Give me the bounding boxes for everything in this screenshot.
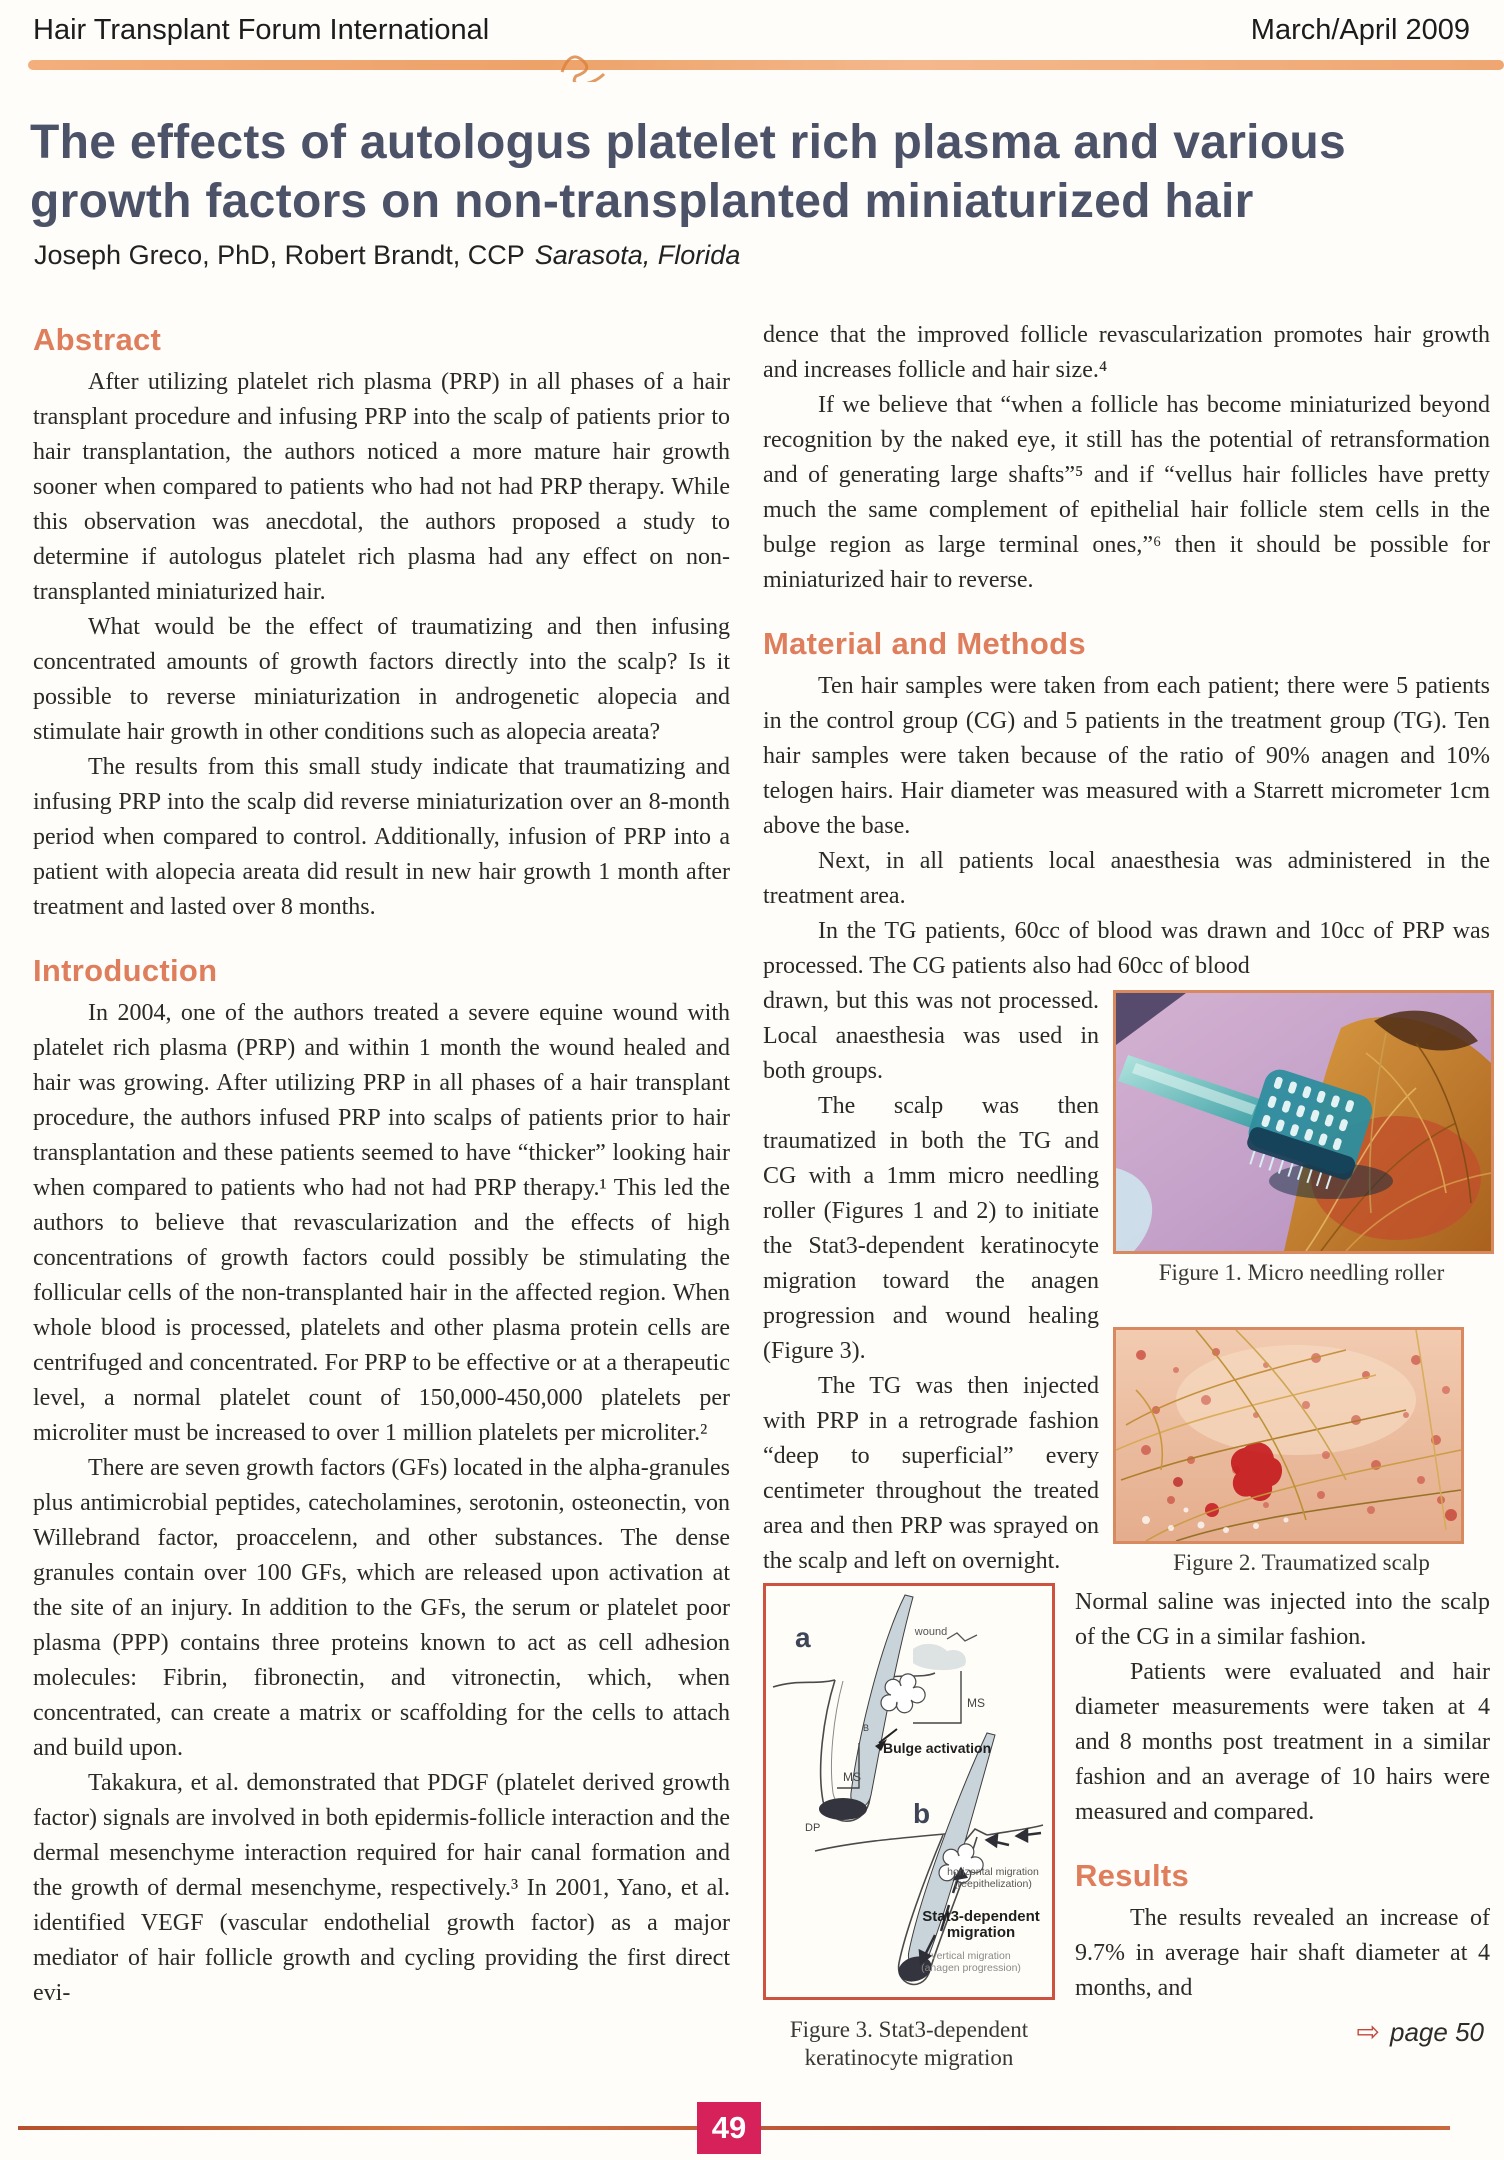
diagram-label-reepithelization: (reepithelization) — [954, 1878, 1032, 1890]
methods-paragraph-2: Next, in all patients local anaesthesia was administered in the treatment area. — [763, 848, 1490, 909]
diagram-figure — [763, 1583, 1055, 2072]
introduction-paragraph-3: Takakura, et al. demonstrated that PDGF (platelet derived growth factor) signals are involved in both epidermis-follicle interaction and the dermal mesenchyme interaction required for hair canal formation and the growth of dermal mesenchyme, respectively.³ In 2001, Yano, et al. identified VEGF (vascular endothelial growth factor) as a major mediator of hair follicle growth and cycling providing the first direct evi- — [33, 1770, 730, 2006]
article-body — [33, 318, 1490, 2076]
methods-paragraph-1: Ten hair samples were taken from each patient; there were 5 patients in the control group (CG) and 5 patients in the treatment group (TG). Ten hair samples were taken because of the ratio of 90% anagen and 10% telogen hairs. Hair diameter was measured with a Starrett micrometer 1cm above the base. — [763, 673, 1490, 839]
diagram-label-vertical-migration: vertical migration — [931, 1950, 1011, 1962]
traumatized-scalp-photo — [1113, 1327, 1464, 1544]
byline — [34, 240, 740, 271]
diagram-label-anagen-progression: (anagen progression) — [921, 1962, 1021, 1974]
methods-paragraph-3b: drawn, but this was not processed. Local anaesthesia was used in both groups. — [763, 988, 1099, 1084]
diagram-label-a: a — [795, 1622, 811, 1653]
page-continuation-arrow-icon: ⇨ — [1356, 2016, 1381, 2047]
diagram-label-ms-lower: MS — [843, 1770, 861, 1784]
diagram-label-dp: DP — [805, 1822, 821, 1834]
figure-2-caption: Figure 2. Traumatized scalp — [1173, 1550, 1430, 1575]
author-location: Sarasota, Florida — [534, 240, 741, 270]
masthead — [33, 14, 1470, 47]
right-column — [763, 318, 1490, 2076]
abstract-heading: Abstract — [33, 322, 162, 357]
stat3-migration-diagram — [763, 1583, 1055, 2000]
authors: Joseph Greco, PhD, Robert Brandt, CCP — [34, 240, 525, 270]
methods-paragraph-6: Normal saline was injected into the scalp of the CG in a similar fashion. — [1075, 1589, 1490, 1650]
journal-name: Hair Transplant Forum International — [33, 14, 490, 46]
abstract-paragraph-1: After utilizing platelet rich plasma (PRP) in all phases of a hair transplant procedure and infusing PRP into the scalp of patients prior to hair transplantation, the authors noticed a more mature hair growth sooner when compared to patients who had not had PRP therapy. While this observation was anecdotal, the authors proposed a study to determine if autologus platelet rich plasma had any effect on non-transplanted miniaturized hair. — [33, 369, 730, 605]
figure-1-caption: Figure 1. Micro needling roller — [1158, 1260, 1445, 1285]
figure-2 — [1113, 1327, 1490, 1577]
page-number-badge: 49 — [697, 2102, 761, 2154]
issue-date: March/April 2009 — [1250, 14, 1470, 46]
methods-heading: Material and Methods — [763, 626, 1086, 661]
abstract-paragraph-3: The results from this small study indicate that traumatizing and infusing PRP into the scalp did reverse miniaturization over an 8-month period when compared to control. Additionally, infusion of PRP into a patient with alopecia areata did result in new hair growth 1 month after treatment and lasted over 8 months. — [33, 754, 730, 920]
diagram-label-b: b — [913, 1798, 931, 1829]
belief-paragraph: If we believe that “when a follicle has become miniaturized beyond recognition by the naked eye, it still has the potential of retransformation and of generating large shafts”⁵ and if “vellus hair follicles have pretty much the same complement of epithelial hair follicle stem cells in the bulge region as large terminal ones,”⁶ then it should be possible for miniaturized hair to reverse. — [763, 392, 1490, 593]
pen-mark-squiggle — [556, 42, 626, 82]
diagram-label-bulge-activation: Bulge activation — [883, 1740, 992, 1756]
article-title-line1: The effects of autologus platelet rich plasma and various — [30, 116, 1347, 170]
introduction-paragraph-2: There are seven growth factors (GFs) located in the alpha-granules plus antimicrobial peptides, catecholamines, serotonin, osteonectin, von Willebrand factor, proaccelenn, and other substances. The dense granules contain over 100 GFs, which are released upon activation at the site of an injury. In addition to the GFs, the serum or platelet poor plasma (PPP) contains three proteins known to act as cell adhesion molecules: Fibrin, fibronectin, and vitronectin, which, when concentrated, can create a matrix or scaffolding for the cells to attach and build upon. — [33, 1455, 730, 1761]
figure-3-caption — [763, 2016, 1055, 2072]
methods-paragraph-4: The scalp was then traumatized in both the TG and CG with a 1mm micro needling roller (Figures 1 and 2) to initiate the Stat3-dependent keratinocyte migration toward the anagen progression and wound healing (Figure 3). — [763, 1093, 1099, 1364]
continuation-paragraph: dence that the improved follicle revascularization promotes hair growth and increases follicle and hair size.⁴ — [763, 322, 1490, 383]
abstract-paragraph-2: What would be the effect of traumatizing and then infusing concentrated amounts of growth factors directly into the scalp? Is it possible to reverse miniaturization in androgenetic alopecia and stimulate hair growth in other conditions such as alopecia areata? — [33, 614, 730, 745]
introduction-heading: Introduction — [33, 953, 218, 988]
results-paragraph-1: The results revealed an increase of 9.7% in average hair shaft diameter at 4 months, and — [1075, 1905, 1490, 2001]
methods-paragraph-3a: In the TG patients, 60cc of blood was drawn and 10cc of PRP was processed. The CG patients also had 60cc of blood — [763, 918, 1490, 979]
figure-1 — [1113, 990, 1490, 1287]
photo-figures — [1113, 990, 1490, 1577]
header-rule — [28, 60, 1504, 70]
methods-paragraph-5: The TG was then injected with PRP in a retrograde fashion “deep to superficial” every centimeter throughout the treated area and then PRP was sprayed on the scalp and left on overnight. — [763, 1373, 1099, 1574]
methods-paragraph-7: Patients were evaluated and hair diameter measurements were taken at 4 and 8 months post treatment in a similar fashion and an average of 10 hairs were measured and compared. — [1075, 1659, 1490, 1825]
results-heading: Results — [1075, 1858, 1190, 1893]
figure-3-caption-line1: Figure 3. Stat3-dependent — [789, 2017, 1029, 2042]
diagram-label-wound: wound — [914, 1626, 948, 1638]
article-title — [30, 114, 1470, 231]
figure-3-caption-line2: keratinocyte migration — [804, 2045, 1014, 2070]
micro-needling-roller-photo — [1113, 990, 1494, 1254]
diagram-label-horizontal-migration: horizontal migration — [947, 1866, 1039, 1878]
article-title-line2: growth factors on non-transplanted miniaturized hair — [30, 174, 1254, 228]
diagram-label-stat3-migration: migration — [946, 1924, 1016, 1941]
diagram-label-b-point: B — [863, 1723, 870, 1733]
diagram-label-stat3: Stat3-dependent — [922, 1908, 1040, 1925]
left-column — [33, 318, 730, 2076]
figure-3 — [763, 1583, 1055, 2072]
introduction-paragraph-1: In 2004, one of the authors treated a severe equine wound with platelet rich plasma (PRP) and within 1 month the wound healed and hair was growing. After utilizing PRP in all phases of a hair transplant procedure, the authors infused PRP into scalps of patients prior to hair transplantation and these patients seemed to have “thicker” looking hair when compared to patients who had not had PRP therapy.¹ This led the authors to believe that revascularization and the effects of high concentrations of growth factors could possibly be stimulating the follicular cells of the non-transplanted hair in the affected region. When whole blood is processed, platelets and other plasma protein cells are centrifuged and concentrated. For PRP to be effective or at a therapeutic level, a normal platelet count of 150,000-450,000 platelets per microliter must be increased to over 1 million platelets per microliter.² — [33, 1000, 730, 1446]
diagram-label-ms-upper: MS — [967, 1696, 985, 1710]
continuation-label: page 50 — [1390, 2017, 1484, 2047]
